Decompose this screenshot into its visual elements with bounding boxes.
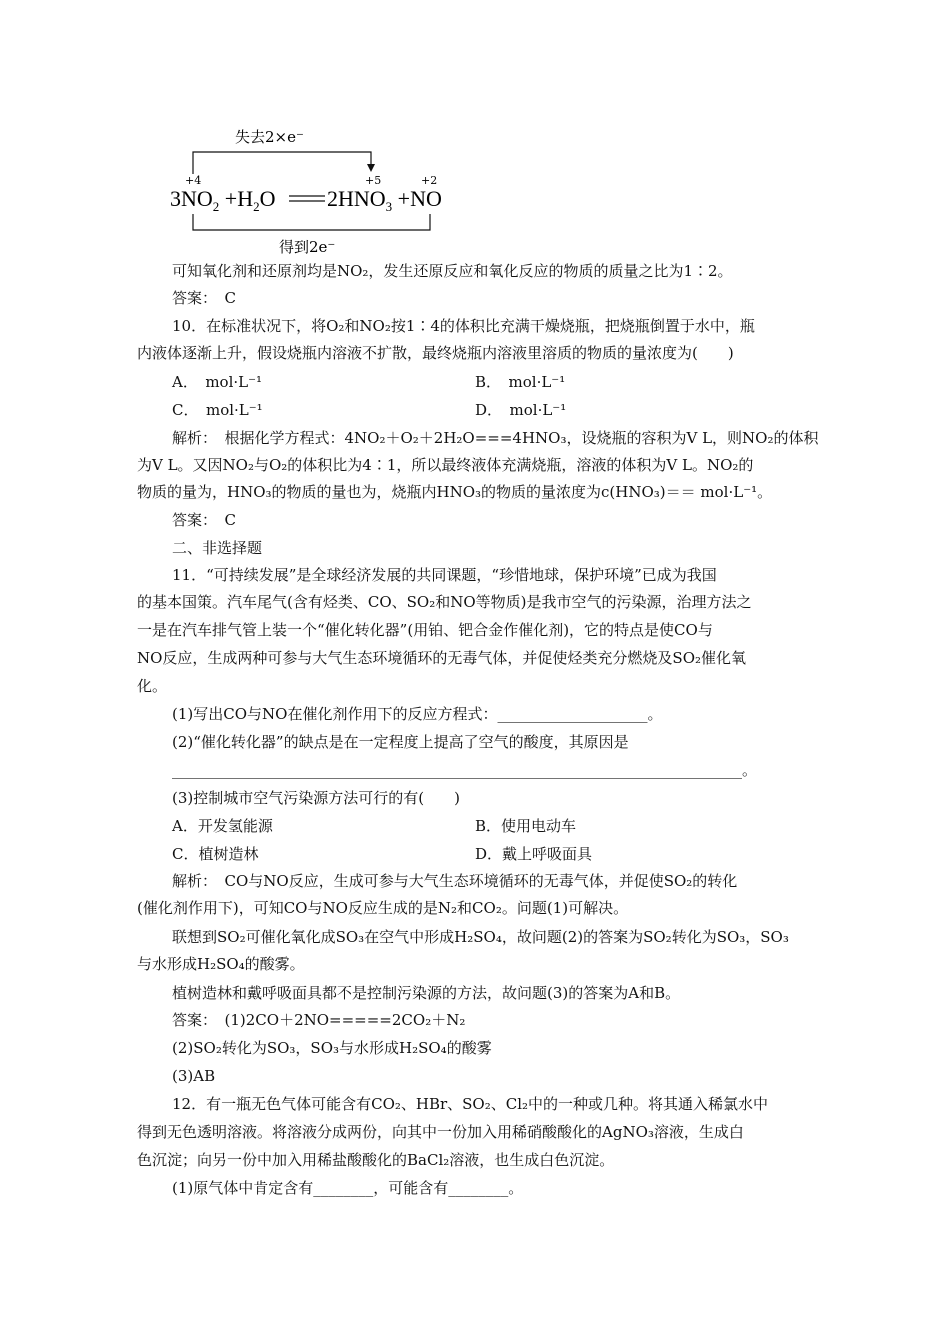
oxidation-state-n-in-hno3: +5 (365, 174, 382, 187)
analysis-11-line-2: (催化剂作用下)，可知CO与NO反应生成的是N₂和CO₂。问题(1)可解决。 (137, 899, 629, 917)
analysis-11-line-3: 联想到SO₂可催化氧化成SO₃在空气中形成H₂SO₄，故问题(2)的答案为SO₂转化为SO₃，SO₃ (172, 928, 789, 946)
answer-11-part-2: (2)SO₂转化为SO₃，SO₃与水形成H₂SO₄的酸雾 (172, 1039, 492, 1057)
question-10-line-1: 10．在标准状况下，将O₂和NO₂按1∶4的体积比充满干燥烧瓶，把烧瓶倒置于水中，瓶 (172, 317, 755, 335)
analysis-10-line-3: 物质的量为，HNO₃的物质的量也为，烧瓶内HNO₃的物质的量浓度为c(HNO₃)＝＝ mol·L⁻¹。 (137, 483, 773, 501)
question-11-option-b: B．使用电动车 (475, 817, 577, 835)
question-10-line-2: 内液体逐渐上升，假设烧瓶内溶液不扩散，最终烧瓶内溶液里溶质的物质的量浓度为( ) (137, 344, 734, 362)
analysis-11-line-5: 植树造林和戴呼吸面具都不是控制污染源的方法，故问题(3)的答案为A和B。 (172, 984, 681, 1002)
question-10-option-d: D． mol·L⁻¹ (475, 401, 567, 419)
redox-equation-products (327, 186, 442, 214)
question-11-line-1: 11．“可持续发展”是全球经济发展的共同课题，“珍惜地球，保护环境”已成为我国 (172, 566, 717, 584)
question-12-line-3: 色沉淀；向另一份中加入用稀盐酸酸化的BaCl₂溶液，也生成白色沉淀。 (137, 1151, 615, 1169)
eq-no: +NO (392, 186, 442, 211)
question-11-line-2: 的基本国策。汽车尾气(含有烃类、CO、SO₂和NO等物质)是我市空气的污染源，治理方法之 (137, 593, 752, 611)
section-heading-non-choice: 二、非选择题 (172, 539, 263, 557)
question-11-part-3: (3)控制城市空气污染源方法可行的有( ) (172, 789, 460, 807)
analysis-11-line-4: 与水形成H₂SO₄的酸雾。 (137, 955, 305, 973)
eq-3no: 3NO (170, 186, 213, 211)
eq-o: O (259, 186, 276, 211)
redox-diagram-svg (165, 122, 465, 262)
eq-sub-2a: 2 (212, 199, 220, 214)
analysis-10-line-1: 解析： 根据化学方程式：4NO₂＋O₂＋2H₂O===4HNO₃，设烧瓶的容积为V L，则NO₂的体积 (172, 429, 819, 447)
electron-loss-arrow (193, 152, 371, 174)
eq-h: +H (219, 186, 254, 211)
eq-sub-2b: 2 (253, 199, 260, 214)
question-10-option-b: B． mol·L⁻¹ (475, 373, 566, 391)
question-11-part-2-blank: ____________________________________________________________________________。 (172, 761, 758, 779)
question-12-line-2: 得到无色透明溶液。将溶液分成两份，向其中一份加入用稀硝酸酸化的AgNO₃溶液，生成白 (137, 1123, 744, 1141)
question-11-option-a: A．开发氢能源 (172, 817, 273, 835)
question-10-option-c: C． mol·L⁻¹ (172, 401, 263, 419)
electron-loss-label: 失去2×e⁻ (235, 128, 304, 146)
electron-gain-bracket (193, 214, 430, 230)
question-11-line-5: 化。 (137, 677, 168, 695)
electron-gain-label: 得到2e⁻ (279, 238, 336, 256)
question-11-line-4: NO反应，生成两种可参与大气生态环境循环的无毒气体，并促使烃类充分燃烧及SO₂催化氧 (137, 649, 747, 667)
question-11-option-c: C．植树造林 (172, 845, 259, 863)
analysis-10-line-2: 为V L。又因NO₂与O₂的体积比为4∶1，所以最终液体充满烧瓶，溶液的体积为V L。NO₂的 (137, 456, 754, 474)
question-12-line-1: 12．有一瓶无色气体可能含有CO₂、HBr、SO₂、Cl₂中的一种或几种。将其通入稀氯水中 (172, 1095, 769, 1113)
question-11-option-d: D．戴上呼吸面具 (475, 845, 593, 863)
redox-equation (170, 186, 275, 214)
analysis-11-line-1: 解析： CO与NO反应，生成可参与大气生态环境循环的无毒气体，并促使SO₂的转化 (172, 872, 738, 890)
question-11-part-1: (1)写出CO与NO在催化剂作用下的反应方程式：____________________。 (172, 705, 663, 723)
answer-10: 答案： C (172, 511, 236, 529)
question-10-option-a: A． mol·L⁻¹ (172, 373, 263, 391)
eq-sub-3: 3 (385, 199, 393, 214)
answer-11-part-1: 答案： (1)2CO＋2NO=====2CO₂＋N₂ (172, 1011, 466, 1029)
oxidation-state-n-in-no2: +4 (185, 174, 202, 187)
question-12-part-1: (1)原气体中肯定含有________，可能含有________。 (172, 1179, 524, 1197)
answer-11-part-3: (3)AB (172, 1067, 216, 1085)
redox-electron-transfer-diagram (165, 122, 465, 262)
question-11-part-2: (2)“催化转化器”的缺点是在一定程度上提高了空气的酸度，其原因是 (172, 733, 629, 751)
eq-2hno: 2HNO (327, 186, 386, 211)
electron-loss-arrowhead (367, 164, 375, 172)
oxidation-state-n-in-no: +2 (421, 174, 438, 187)
text-line: 可知氧化剂和还原剂均是NO₂，发生还原反应和氧化反应的物质的质量之比为1∶2。 (172, 262, 733, 280)
question-11-line-3: 一是在汽车排气管上装一个“催化转化器”(用铂、钯合金作催化剂)，它的特点是使CO与 (137, 621, 713, 639)
answer-9: 答案： C (172, 289, 236, 307)
